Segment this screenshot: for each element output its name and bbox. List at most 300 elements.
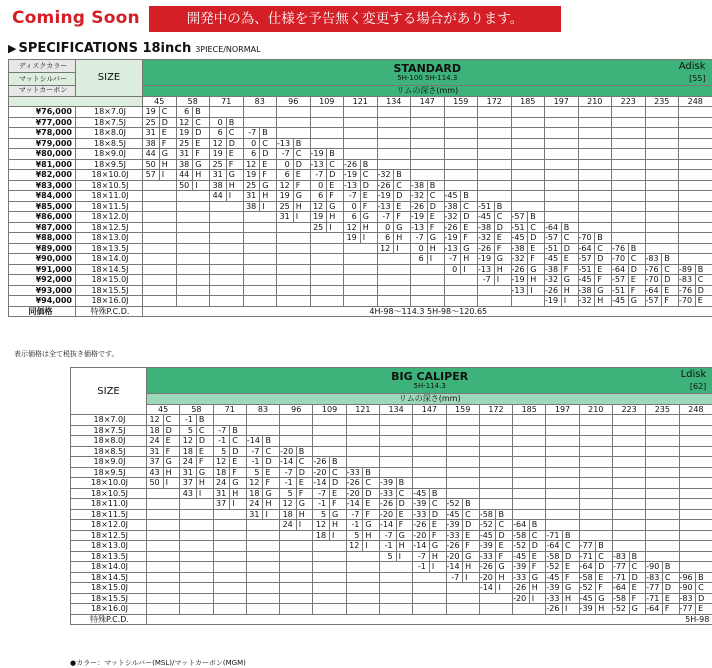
spec-code: E	[528, 243, 545, 254]
offset-value: 18	[147, 425, 164, 436]
empty-cell	[511, 149, 545, 160]
offset-value: -45	[546, 572, 563, 583]
empty-cell	[246, 572, 279, 583]
spec-code: C	[561, 233, 578, 244]
spec-code: C	[226, 128, 243, 139]
empty-cell	[545, 128, 579, 139]
spec-code: I	[230, 499, 247, 510]
offset-value: -39	[379, 478, 396, 489]
offset-value: -7	[277, 149, 294, 160]
bc-rim-depth-58: 58	[180, 404, 213, 415]
empty-cell	[277, 296, 311, 307]
offset-value: -64	[612, 264, 629, 275]
bc-rim-depth-185: 185	[513, 404, 546, 415]
empty-cell	[478, 170, 512, 181]
offset-value: -57	[511, 212, 528, 223]
empty-cell	[479, 499, 512, 510]
empty-cell	[246, 530, 279, 541]
spec-code: C	[463, 509, 480, 520]
spec-code: B	[628, 243, 645, 254]
spec-code: C	[496, 520, 513, 531]
spec-code: D	[327, 170, 344, 181]
spec-code: C	[263, 446, 280, 457]
price-cell: ¥94,000	[9, 296, 76, 307]
empty-cell	[210, 254, 244, 265]
offset-value: 6	[377, 233, 394, 244]
ldisk-label: Ldisk	[680, 369, 707, 380]
empty-cell	[513, 509, 546, 520]
spec-code: C	[159, 107, 176, 118]
empty-cell	[411, 285, 445, 296]
spec-code: D	[193, 128, 210, 139]
empty-cell	[511, 201, 545, 212]
offset-value: -20	[446, 551, 463, 562]
table-row	[71, 562, 712, 573]
offset-value: -52	[479, 520, 496, 531]
spec-code: B	[263, 436, 280, 447]
table-row	[9, 138, 712, 149]
spec-code: I	[363, 541, 380, 552]
offset-value: -1	[280, 478, 297, 489]
empty-cell	[344, 117, 378, 128]
spec-code: C	[196, 425, 213, 436]
offset-value: -51	[545, 243, 562, 254]
spec-code: F	[196, 457, 213, 468]
empty-cell	[346, 593, 379, 604]
spec-code: F	[529, 562, 546, 573]
empty-cell	[446, 478, 479, 489]
spec-code: E	[563, 562, 580, 573]
empty-cell	[346, 457, 379, 468]
offset-value: 18	[280, 509, 297, 520]
empty-cell	[478, 149, 512, 160]
size-cell: 18×15.0J	[71, 583, 147, 594]
spec-code: C	[529, 530, 546, 541]
spec-code: C	[461, 201, 478, 212]
offset-value: -45	[511, 233, 528, 244]
empty-cell	[612, 159, 646, 170]
empty-cell	[679, 170, 712, 181]
offset-value: 31	[210, 170, 227, 181]
offset-value: -45	[579, 593, 596, 604]
empty-cell	[413, 457, 446, 468]
price-cell: ¥93,000	[9, 285, 76, 296]
spec-code: H	[528, 275, 545, 286]
empty-cell	[143, 222, 177, 233]
spec-code: G	[263, 488, 280, 499]
empty-cell	[379, 562, 412, 573]
empty-cell	[511, 159, 545, 170]
empty-cell	[180, 509, 213, 520]
offset-value: -38	[444, 201, 461, 212]
empty-cell	[246, 520, 279, 531]
offset-value: 19	[210, 149, 227, 160]
empty-cell	[180, 499, 213, 510]
empty-cell	[143, 285, 177, 296]
empty-cell	[143, 243, 177, 254]
spec-code: G	[429, 541, 446, 552]
empty-cell	[413, 593, 446, 604]
empty-cell	[679, 107, 712, 118]
empty-cell	[546, 425, 579, 436]
spec-code: F	[394, 212, 411, 223]
spec-code: C	[193, 117, 210, 128]
spec-code: I	[360, 233, 377, 244]
table-row	[71, 604, 712, 615]
empty-cell	[446, 457, 479, 468]
offset-value: -19	[511, 275, 528, 286]
empty-cell	[444, 138, 478, 149]
empty-cell	[645, 212, 679, 223]
empty-cell	[645, 201, 679, 212]
size-cell: 18×10.5J	[76, 180, 143, 191]
table-row	[9, 107, 712, 118]
spec-code: H	[563, 593, 580, 604]
empty-cell	[679, 530, 712, 541]
spec-code: B	[230, 425, 247, 436]
spec-code: C	[629, 562, 646, 573]
table-row	[9, 233, 712, 244]
spec-code: F	[193, 149, 210, 160]
empty-cell	[444, 117, 478, 128]
spec-code: H	[260, 191, 277, 202]
table-row	[71, 509, 712, 520]
empty-cell	[346, 551, 379, 562]
color-footnote: ●カラー：マットシルバー(MSL)/マットカーボン(MGM)	[70, 659, 246, 667]
empty-cell	[478, 191, 512, 202]
empty-cell	[379, 593, 412, 604]
empty-cell	[346, 446, 379, 457]
table-row	[9, 212, 712, 223]
empty-cell	[213, 509, 246, 520]
offset-value: -45	[446, 509, 463, 520]
bc-size-header: SIZE	[71, 368, 147, 415]
offset-value: -26	[545, 285, 562, 296]
empty-cell	[612, 191, 646, 202]
spec-code: D	[596, 562, 613, 573]
empty-cell	[411, 128, 445, 139]
empty-cell	[413, 467, 446, 478]
table-row	[71, 541, 712, 552]
spec-code: I	[260, 201, 277, 212]
offset-value: -7	[243, 128, 260, 139]
offset-value: -52	[513, 541, 530, 552]
standard-banner	[143, 60, 712, 86]
spec-code: E	[628, 275, 645, 286]
spec-code: C	[330, 467, 347, 478]
spec-code: D	[563, 551, 580, 562]
empty-cell	[210, 107, 244, 118]
empty-cell	[411, 264, 445, 275]
empty-cell	[246, 583, 279, 594]
spec-code: C	[662, 264, 679, 275]
empty-cell	[513, 425, 546, 436]
offset-value: 12	[176, 117, 193, 128]
empty-cell	[612, 446, 645, 457]
offset-value: 37	[147, 457, 164, 468]
empty-cell	[213, 530, 246, 541]
offset-value: -32	[444, 212, 461, 223]
empty-cell	[413, 436, 446, 447]
empty-cell	[545, 170, 579, 181]
offset-value: 19	[176, 128, 193, 139]
offset-value: 31	[180, 467, 197, 478]
offset-value: 38	[143, 138, 160, 149]
offset-value: 6	[310, 191, 327, 202]
empty-cell	[147, 604, 180, 615]
offset-value: -19	[545, 296, 562, 307]
price-cell: ¥90,000	[9, 254, 76, 265]
offset-value: -14	[413, 541, 430, 552]
offset-value: -58	[546, 551, 563, 562]
empty-cell	[313, 436, 346, 447]
offset-value: -7	[413, 551, 430, 562]
spec-code: D	[528, 233, 545, 244]
spec-code: B	[695, 264, 712, 275]
pcd-price-label: 同価格	[9, 306, 76, 317]
spec-code: I	[394, 243, 411, 254]
adisk-code: [55]	[689, 74, 706, 83]
spec-code: C	[163, 415, 180, 426]
offset-value: -19	[444, 233, 461, 244]
bc-banner	[147, 368, 712, 394]
rim-depth-235: 235	[645, 96, 679, 107]
empty-cell	[280, 415, 313, 426]
offset-value: -20	[413, 530, 430, 541]
empty-cell	[379, 572, 412, 583]
spec-code: C	[528, 222, 545, 233]
empty-cell	[411, 275, 445, 286]
table-row	[9, 170, 712, 181]
spec-code: F	[662, 296, 679, 307]
empty-cell	[280, 562, 313, 573]
empty-cell	[280, 425, 313, 436]
spec-code: D	[296, 467, 313, 478]
offset-value: -13	[511, 285, 528, 296]
empty-cell	[645, 180, 679, 191]
empty-cell	[377, 285, 411, 296]
size-cell: 18×14.0J	[71, 562, 147, 573]
empty-cell	[277, 107, 311, 118]
empty-cell	[377, 254, 411, 265]
bc-rim-depth-159: 159	[446, 404, 479, 415]
rim-depth-134: 134	[377, 96, 411, 107]
empty-cell	[147, 562, 180, 573]
offset-value: -26	[546, 604, 563, 615]
empty-cell	[612, 222, 646, 233]
offset-value: -32	[511, 254, 528, 265]
empty-cell	[243, 285, 277, 296]
offset-value: -19	[478, 254, 495, 265]
empty-cell	[213, 604, 246, 615]
empty-cell	[143, 233, 177, 244]
offset-value: 37	[213, 499, 230, 510]
spec-code: G	[496, 562, 513, 573]
offset-value: -20	[313, 467, 330, 478]
spec-code: D	[159, 117, 176, 128]
empty-cell	[213, 593, 246, 604]
standard-pcd: 5H-100 5H-114.3	[397, 74, 458, 82]
empty-cell	[578, 107, 612, 118]
empty-cell	[612, 457, 645, 468]
offset-value: -52	[612, 604, 629, 615]
spec-code: E	[427, 212, 444, 223]
offset-value: -32	[545, 275, 562, 286]
empty-cell	[310, 296, 344, 307]
bc-rim-depth-223: 223	[612, 404, 645, 415]
spec-code: C	[327, 159, 344, 170]
spec-code: I	[494, 275, 511, 286]
spec-code: I	[496, 583, 513, 594]
price-footnote: 表示価格は全て税抜き価格です。	[14, 350, 119, 358]
empty-cell	[180, 541, 213, 552]
empty-cell	[545, 159, 579, 170]
spec-code: I	[193, 180, 210, 191]
empty-cell	[646, 457, 679, 468]
offset-value: 57	[143, 170, 160, 181]
empty-cell	[277, 275, 311, 286]
offset-value: 19	[143, 107, 160, 118]
spec-code: H	[429, 551, 446, 562]
empty-cell	[679, 509, 712, 520]
spec-code: G	[396, 530, 413, 541]
price-cell: ¥92,000	[9, 275, 76, 286]
spec-code: B	[561, 222, 578, 233]
spec-code: D	[260, 149, 277, 160]
spec-code: B	[363, 467, 380, 478]
offset-value: 24	[147, 436, 164, 447]
empty-cell	[210, 296, 244, 307]
spec-code: D	[662, 275, 679, 286]
spec-code: D	[363, 488, 380, 499]
empty-cell	[413, 572, 446, 583]
empty-cell	[511, 128, 545, 139]
empty-cell	[180, 551, 213, 562]
empty-cell	[479, 415, 512, 426]
empty-cell	[679, 138, 712, 149]
spec-code: B	[193, 107, 210, 118]
bc-title: BIG CALIPER	[391, 370, 469, 383]
table-row	[71, 467, 712, 478]
offset-value: 25	[143, 117, 160, 128]
spec-code: F	[360, 201, 377, 212]
spec-code: G	[260, 180, 277, 191]
bc-rim-depth-134: 134	[379, 404, 412, 415]
spec-code: D	[628, 264, 645, 275]
price-cell: ¥89,000	[9, 243, 76, 254]
empty-cell	[277, 222, 311, 233]
offset-value: 12	[243, 159, 260, 170]
rim-depth-210: 210	[578, 96, 612, 107]
spec-code: E	[226, 149, 243, 160]
empty-cell	[344, 149, 378, 160]
offset-value: -7	[313, 488, 330, 499]
empty-cell	[210, 285, 244, 296]
empty-cell	[344, 243, 378, 254]
offset-value: -58	[612, 593, 629, 604]
spec-code: G	[293, 191, 310, 202]
empty-cell	[280, 583, 313, 594]
empty-cell	[246, 551, 279, 562]
spec-code: E	[662, 285, 679, 296]
empty-cell	[579, 467, 612, 478]
spec-code: E	[695, 296, 712, 307]
empty-cell	[612, 212, 646, 223]
offset-value: -89	[679, 264, 696, 275]
bc-rim-depth-210: 210	[579, 404, 612, 415]
empty-cell	[478, 138, 512, 149]
empty-cell	[344, 275, 378, 286]
size-cell: 18×10.0J	[71, 478, 147, 489]
offset-value: 12	[346, 541, 363, 552]
empty-cell	[679, 149, 712, 160]
offset-value: -71	[646, 593, 663, 604]
empty-cell	[578, 149, 612, 160]
offset-value: -20	[379, 509, 396, 520]
offset-value: -19	[344, 170, 361, 181]
offset-value: 5	[346, 530, 363, 541]
spec-code: D	[429, 509, 446, 520]
offset-value: -14	[479, 583, 496, 594]
empty-cell	[411, 170, 445, 181]
spec-code: E	[396, 509, 413, 520]
empty-cell	[579, 415, 612, 426]
empty-cell	[344, 296, 378, 307]
spec-code: H	[230, 488, 247, 499]
offset-value: -14	[280, 457, 297, 468]
spec-code: B	[260, 128, 277, 139]
offset-value: -45	[612, 296, 629, 307]
offset-value: -33	[379, 488, 396, 499]
spec-code: C	[296, 457, 313, 468]
adisk-label: Adisk	[678, 61, 706, 72]
offset-value: 12	[210, 138, 227, 149]
empty-cell	[444, 128, 478, 139]
spec-code: F	[396, 520, 413, 531]
rim-depth-71: 71	[210, 96, 244, 107]
offset-value: -32	[478, 233, 495, 244]
empty-cell	[479, 478, 512, 489]
empty-cell	[679, 128, 712, 139]
bc-rim-depth-83: 83	[246, 404, 279, 415]
empty-cell	[479, 467, 512, 478]
table-row	[71, 457, 712, 468]
spec-code: I	[293, 212, 310, 223]
banner	[0, 0, 712, 36]
table-row	[9, 243, 712, 254]
offset-value: -77	[679, 604, 696, 615]
empty-cell	[413, 583, 446, 594]
offset-value: 12	[213, 457, 230, 468]
empty-cell	[645, 222, 679, 233]
empty-cell	[444, 107, 478, 118]
spec-code: I	[327, 222, 344, 233]
price-cell: ¥76,000	[9, 107, 76, 118]
blank-cell	[9, 96, 143, 107]
offset-value: 37	[180, 478, 197, 489]
offset-value: -39	[579, 604, 596, 615]
empty-cell	[511, 191, 545, 202]
spec-code: C	[595, 243, 612, 254]
spec-code: I	[163, 478, 180, 489]
empty-cell	[180, 520, 213, 531]
table-row	[71, 593, 712, 604]
spec-code: G	[360, 212, 377, 223]
offset-value: -26	[511, 264, 528, 275]
empty-cell	[346, 415, 379, 426]
empty-cell	[679, 488, 712, 499]
spec-code: B	[293, 138, 310, 149]
